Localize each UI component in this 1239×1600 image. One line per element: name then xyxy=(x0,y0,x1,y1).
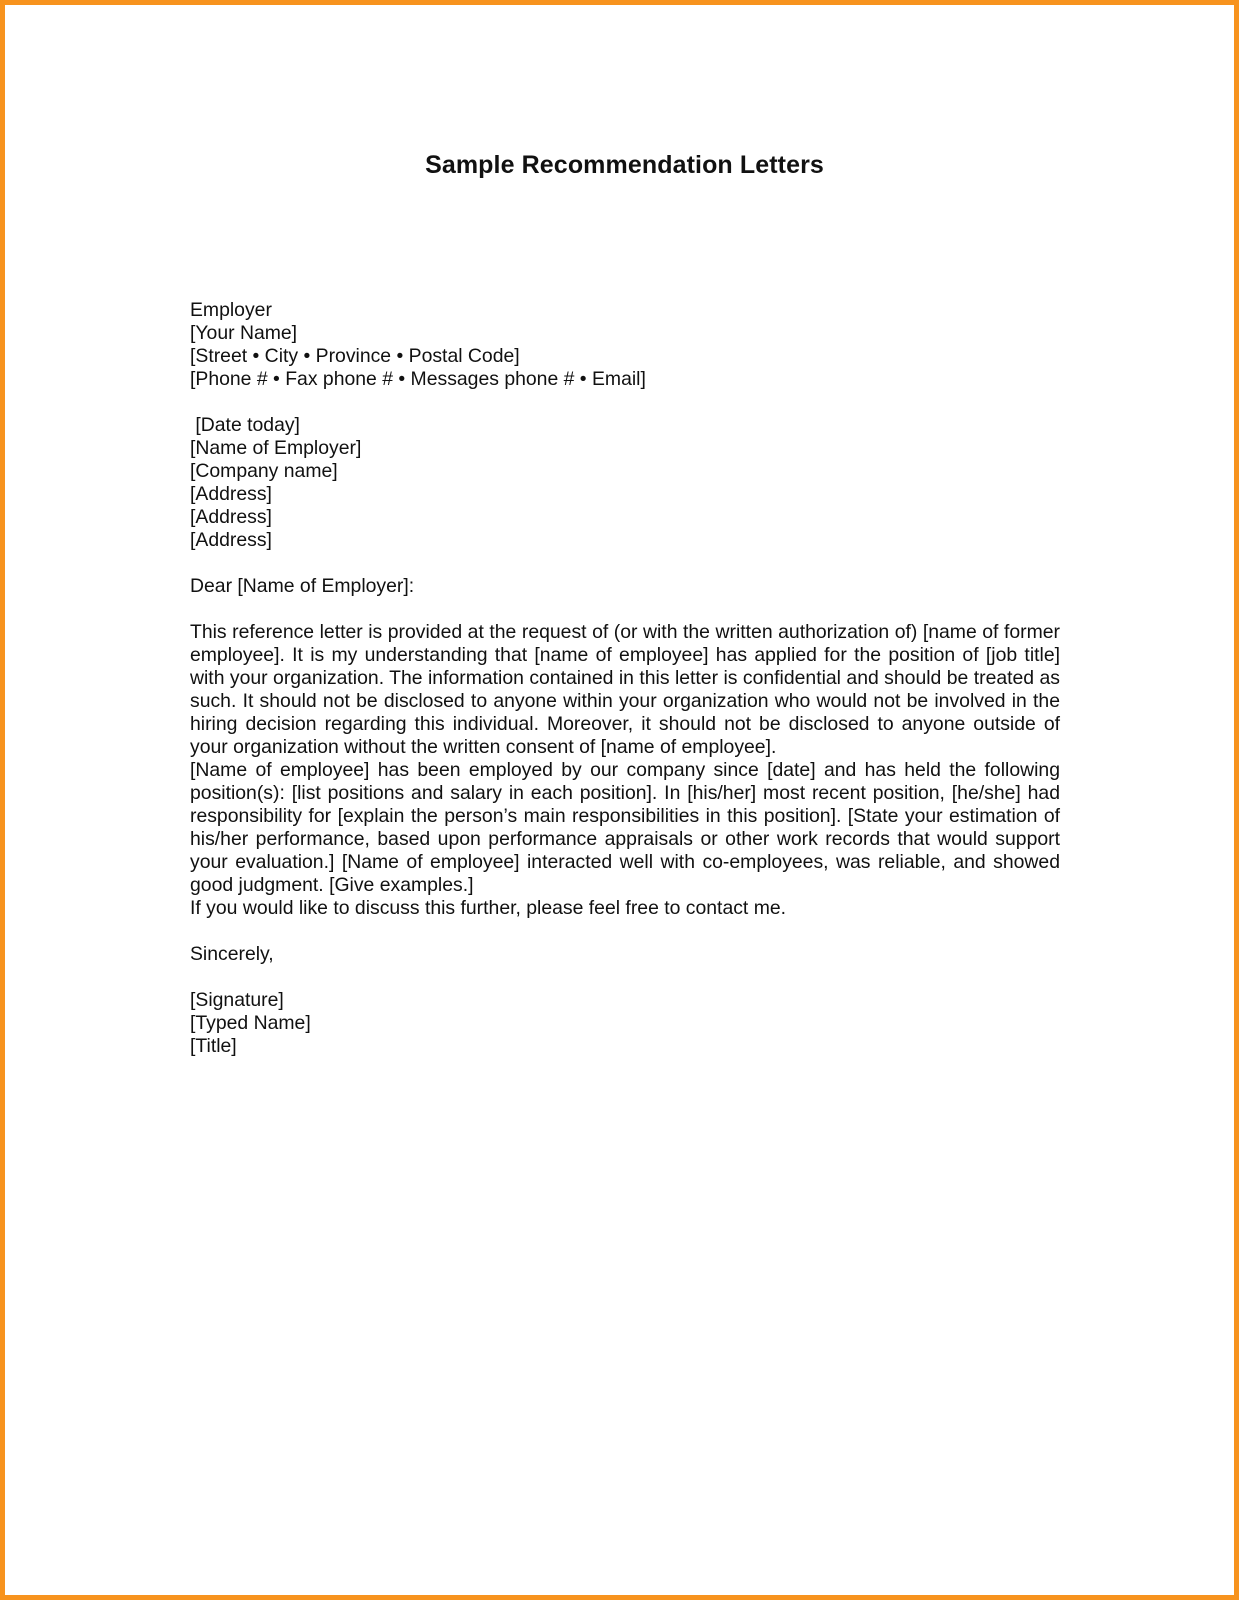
spacer xyxy=(190,598,1060,621)
spacer xyxy=(190,966,1060,989)
sender-contact: [Phone # • Fax phone # • Messages phone # • Email] xyxy=(190,368,646,390)
letter-date: [Date today] xyxy=(190,414,300,436)
recipient-address-line: [Address] xyxy=(190,529,272,551)
signer-title: [Title] xyxy=(190,1035,237,1057)
typed-name: [Typed Name] xyxy=(190,1012,311,1034)
signature-placeholder: [Signature] xyxy=(190,989,284,1011)
spacer xyxy=(190,920,1060,943)
recipient-block xyxy=(190,414,1060,552)
body-paragraph-3: If you would like to discuss this further, please feel free to contact me. xyxy=(190,897,787,919)
body-paragraph-1: This reference letter is provided at the request of (or with the written authorization of) [name of former employee]. It is my understanding that [name of employee] has applied for the position of [job title] with your organization. The information contained in this letter is confidential and should be treated as such. It should not be disclosed to anyone within your organization who would not be involved in the hiring decision regarding this individual. Moreover, it should not be disclosed to anyone outside of your organization without the written consent of [name of employee]. xyxy=(190,621,1060,758)
body-paragraph-2: [Name of employee] has been employed by our company since [date] and has held the following position(s): [list positions and salary in each position]. In [his/her] most recent position, [he/she] had responsibility for [explain the person’s main responsibilities in this position]. [State your estimation of his/her performance, based upon performance appraisals or other work records that would support your evaluation.] [Name of employee] interacted well with co-employees, was reliable, and showed good judgment. [Give examples.] xyxy=(190,759,1060,896)
signature-block xyxy=(190,989,1060,1058)
document-title: Sample Recommendation Letters xyxy=(425,151,824,179)
letter-body xyxy=(190,299,1060,1058)
salutation: Dear [Name of Employer]: xyxy=(190,575,415,597)
closing: Sincerely, xyxy=(190,943,274,965)
sender-name: [Your Name] xyxy=(190,322,298,344)
sender-block xyxy=(190,299,1060,391)
sender-label: Employer xyxy=(190,299,272,321)
recipient-name: [Name of Employer] xyxy=(190,437,362,459)
spacer xyxy=(190,552,1060,575)
sender-address: [Street • City • Province • Postal Code] xyxy=(190,345,520,367)
recipient-address-line: [Address] xyxy=(190,483,272,505)
letter-body-text xyxy=(190,621,1060,920)
recipient-address-line: [Address] xyxy=(190,506,272,528)
spacer xyxy=(190,391,1060,414)
recipient-company: [Company name] xyxy=(190,460,338,482)
